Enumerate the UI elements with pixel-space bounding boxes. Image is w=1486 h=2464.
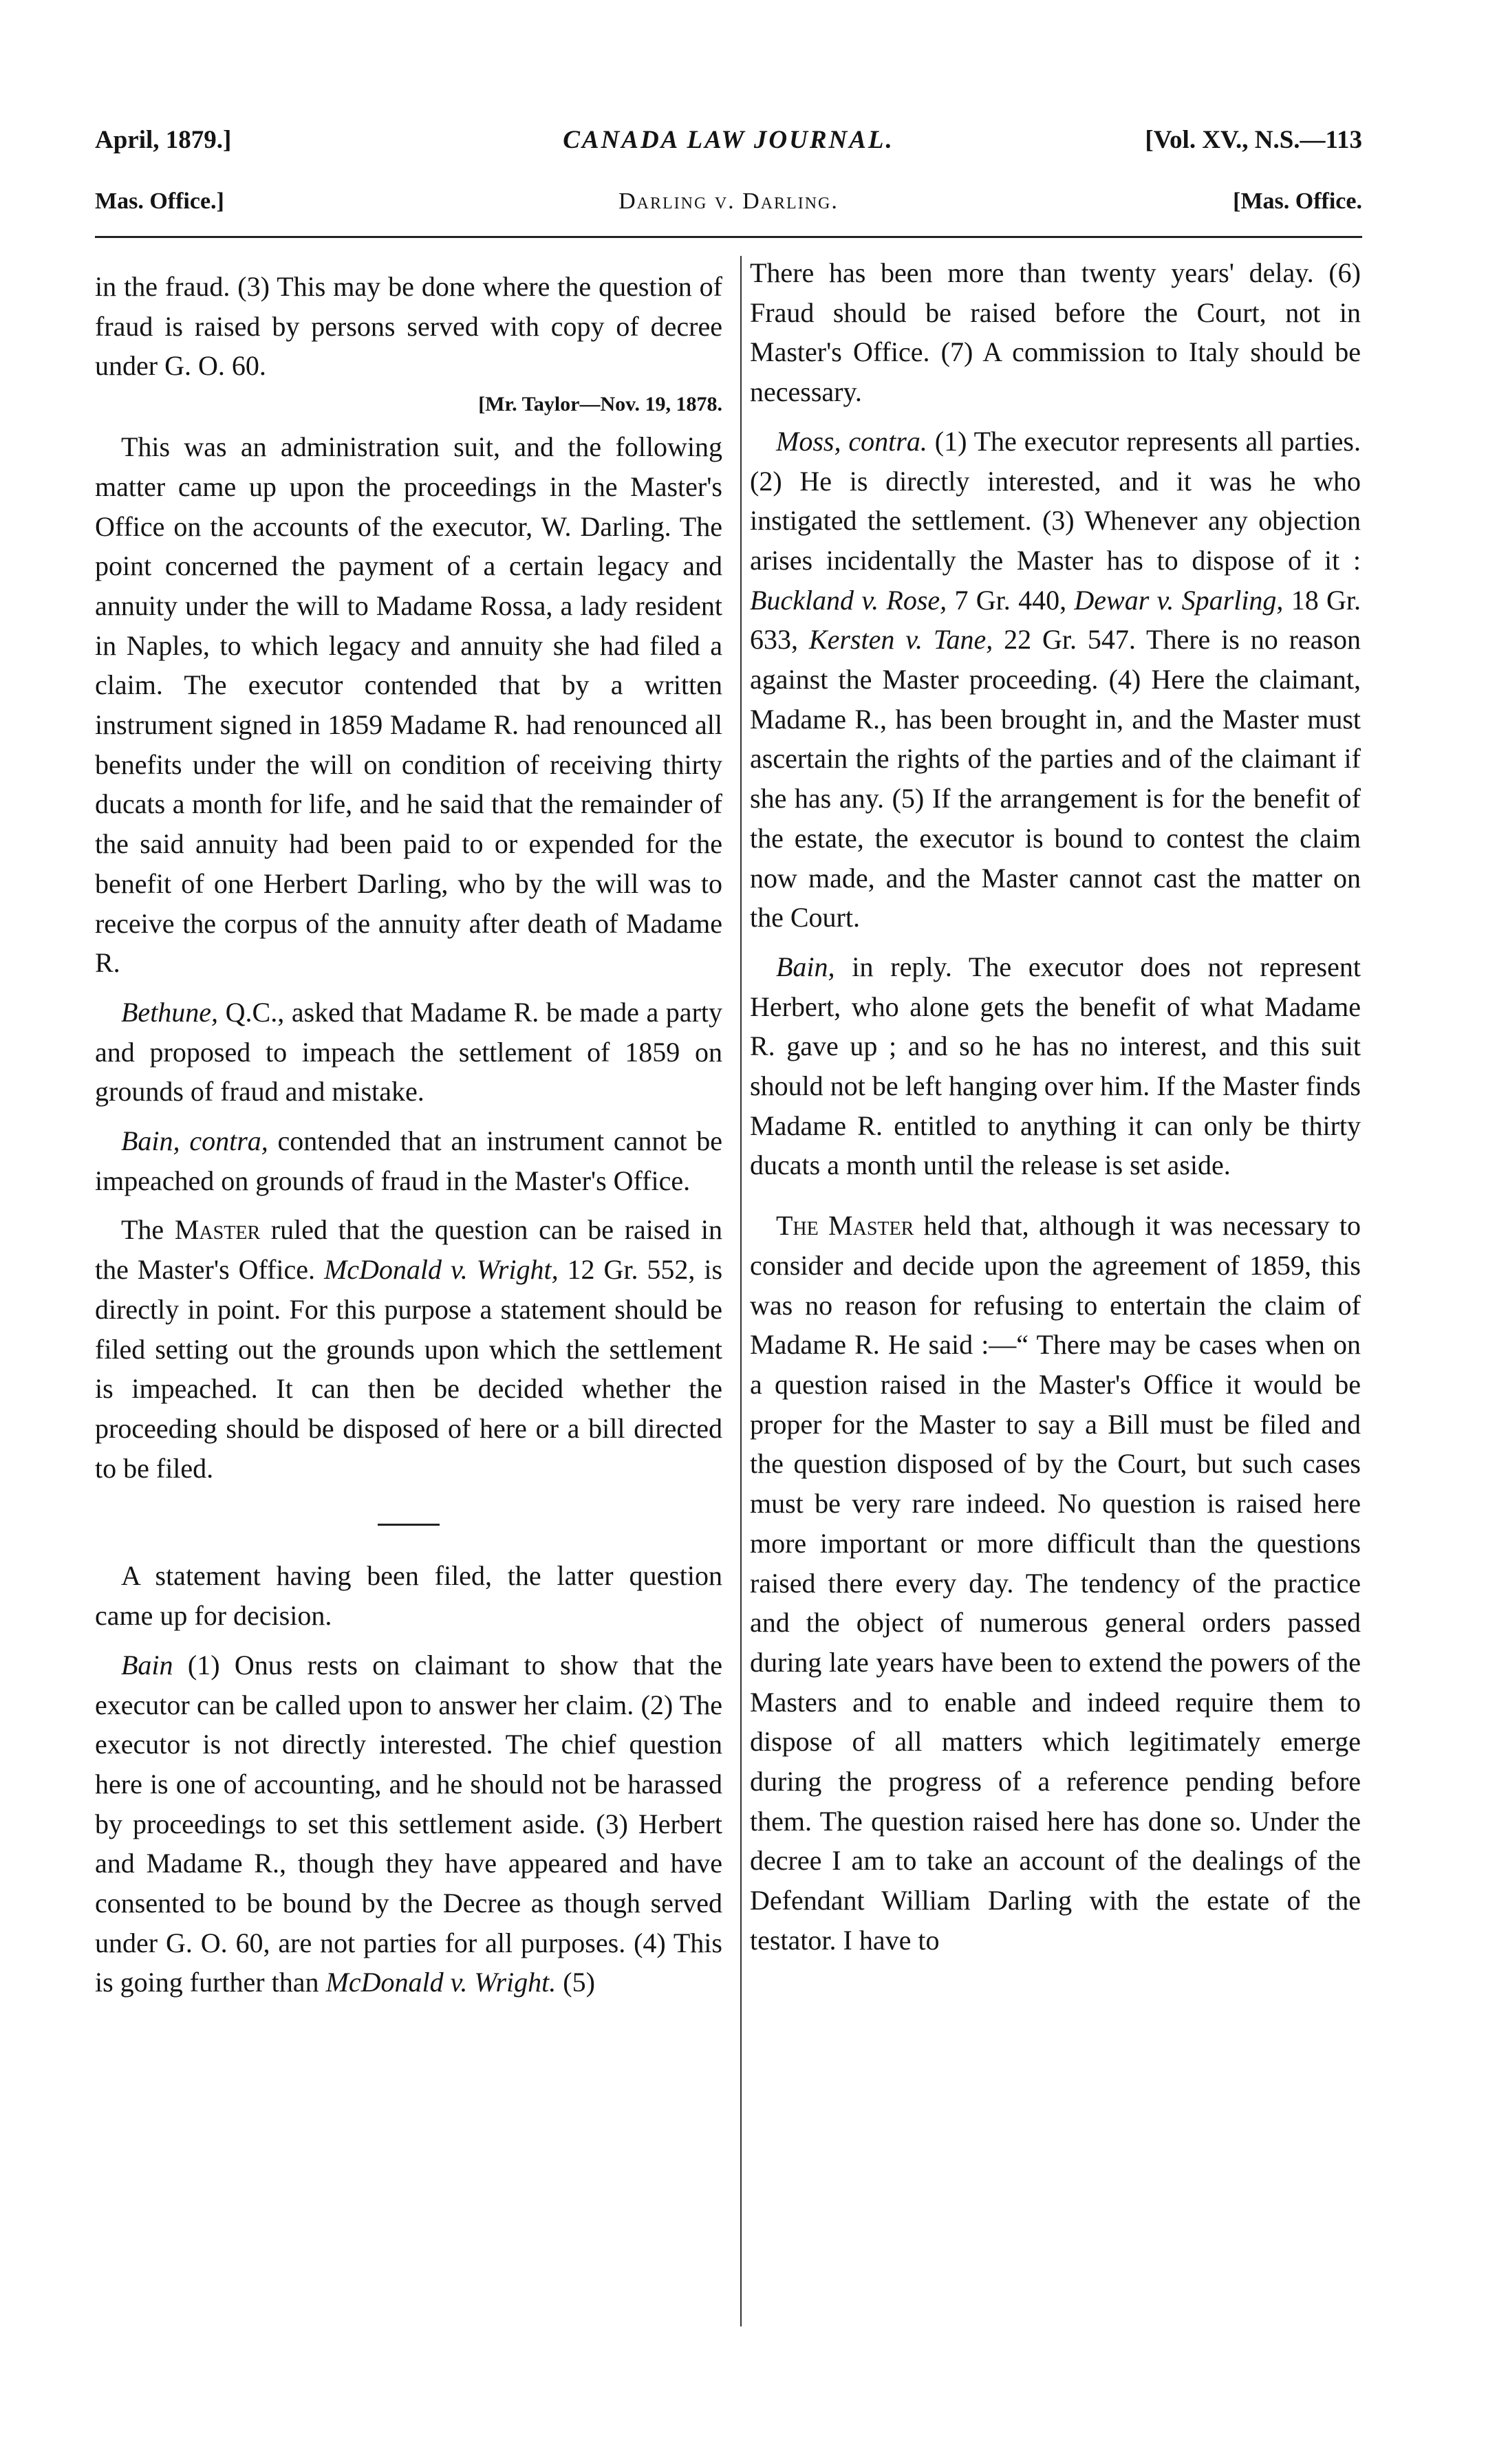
counsel-name: Bethune,	[121, 996, 219, 1028]
master-held-paragraph: The Master held that, although it was necessary to consider and decide upon the agreement of 1859, this was no reason for refusing to entertain the claim of Madame R. He said :—“ There may be cases when on a question raised in the Master's Office it would be proper for the Master to say a Bill must be filed and the question disposed of by the Court, but such cases must be very rare indeed. No question is raised here more important or more difficult than the questions raised there every day. The tendency of the practice and the object of numerous general orders passed during late years have been to extend the powers of the Masters and to enable and indeed require them to dispose of all matters which legitimately emerge during the progress of a reference pending before them. The question raised here has done so. Under the decree I am to take an account of the dealings of the Defendant William Darling with the estate of the testator. I have to	[750, 1210, 1361, 1956]
section-separator	[378, 1524, 440, 1526]
statement-paragraph: A statement having been filed, the latter question came up for decision.	[95, 1560, 722, 1632]
judge-citation: [Mr. Taylor—Nov. 19, 1878.	[478, 393, 722, 416]
moss-contra-paragraph: Moss, contra. (1) The executor represents all parties. (2) He is directly interested, and it was he who instigated the settlement. (3) Whenever any objection arises incidentally the Master has to dispose of it : Buckland v. Rose, 7 Gr. 440, Dewar v. Sparling, 18 Gr. 633, Kersten v. Tane, 22 Gr. 547. There is no reason against the Master proceeding. (4) Here the claimant, Madame R., has been brought in, and the Master must ascertain the rights of the parties and of the claimant if she has any. (5) If the arrangement is for the benefit of the estate, the executor is bound to contest the claim now made, and the Master cannot cast the matter on the Court.	[750, 425, 1361, 933]
journal-title: CANADA LAW JOURNAL.	[563, 126, 894, 154]
continued-argument: There has been more than twenty years' delay. (6) Fraud should be raised before the Court, not in Master's Office. (7) A commission to Italy should be necessary.	[750, 257, 1361, 408]
master-label: Master	[174, 1214, 261, 1246]
header-rule	[95, 236, 1362, 238]
master-label: The Master	[776, 1210, 914, 1242]
counsel-name: Bain,	[776, 951, 835, 982]
master-ruling-paragraph: The Master ruled that the question can be raised in the Master's Office. McDonald v. Wright, 12 Gr. 552, is directly in point. For this purpose a statement should be filed setting out the grounds upon which the settlement is impeached. It can then be decided whether the proceeding should be disposed of here or a bill directed to be filed.	[95, 1214, 723, 1484]
bain-argument-paragraph: Bain (1) Onus rests on claimant to show that the executor can be called upon to answer her claim. (2) The executor is not directly interested. The chief question here is one of accounting, and he should not be harassed by proceedings to set this settlement aside. (3) Herbert and Madame R., though they have appeared and have consented to be bound by the Decree as though served under G. O. 60, are not parties for all purposes. (4) This is going further than McDonald v. Wright. (5)	[95, 1649, 722, 1998]
case-header	[95, 188, 1362, 227]
header-date: April, 1879.]	[95, 126, 232, 154]
bethune-paragraph: Bethune, Q.C., asked that Madame R. be made a party and proposed to impeach the settlement of 1859 on grounds of fraud and mistake.	[95, 996, 722, 1107]
court-left: Mas. Office.]	[95, 188, 224, 214]
case-reference: Kersten v. Tane,	[808, 624, 993, 656]
running-header	[95, 125, 1362, 166]
headnote-end: in the fraud. (3) This may be done where the question of fraud is raised by persons served with copy of decree under G. O. 60.	[95, 271, 722, 382]
volume-page-number: [Vol. XV., N.S.—113	[1145, 126, 1362, 154]
case-reference: Buckland v. Rose,	[750, 584, 947, 616]
right-column	[750, 253, 1361, 1960]
counsel-name: Bain	[121, 1649, 173, 1681]
case-title: Darling v. Darling.	[618, 188, 839, 214]
bain-contra-paragraph: Bain, contra, contended that an instrument cannot be impeached on grounds of fraud in the Master's Office.	[95, 1125, 723, 1196]
bain-reply-paragraph: Bain, in reply. The executor does not represent Herbert, who alone gets the benefit of what Madame R. gave up ; and so he has no interest, and this suit should not be left hanging over him. If the Master finds Madame R. entitled to anything it can only be thirty ducats a month until the release is set aside.	[750, 951, 1361, 1181]
counsel-name: Moss, contra.	[776, 425, 927, 457]
case-reference: McDonald v. Wright.	[325, 1967, 557, 1998]
case-reference: Dewar v. Sparling,	[1074, 584, 1284, 616]
column-divider	[740, 256, 742, 2326]
counsel-name: Bain, contra,	[121, 1125, 268, 1157]
case-reference: McDonald v. Wright,	[323, 1254, 559, 1286]
facts-paragraph: This was an administration suit, and the following matter came up upon the proceedings in the Master's Office on the accounts of the executor, W. Darling. The point concerned the payment of a certain legacy and annuity under the will to Madame Rossa, a lady resident in Naples, to which legacy and annuity she had filed a claim. The executor contended that by a written instrument signed in 1859 Madame R. had renounced all benefits under the will on condition of receiving thirty ducats a month for life, and he said that the remainder of the said annuity had been paid to or expended for the benefit of one Herbert Darling, who by the will was to receive the corpus of the annuity after death of Madame R.	[95, 431, 722, 979]
left-column	[95, 267, 722, 2002]
court-right: [Mas. Office.	[1233, 188, 1362, 214]
